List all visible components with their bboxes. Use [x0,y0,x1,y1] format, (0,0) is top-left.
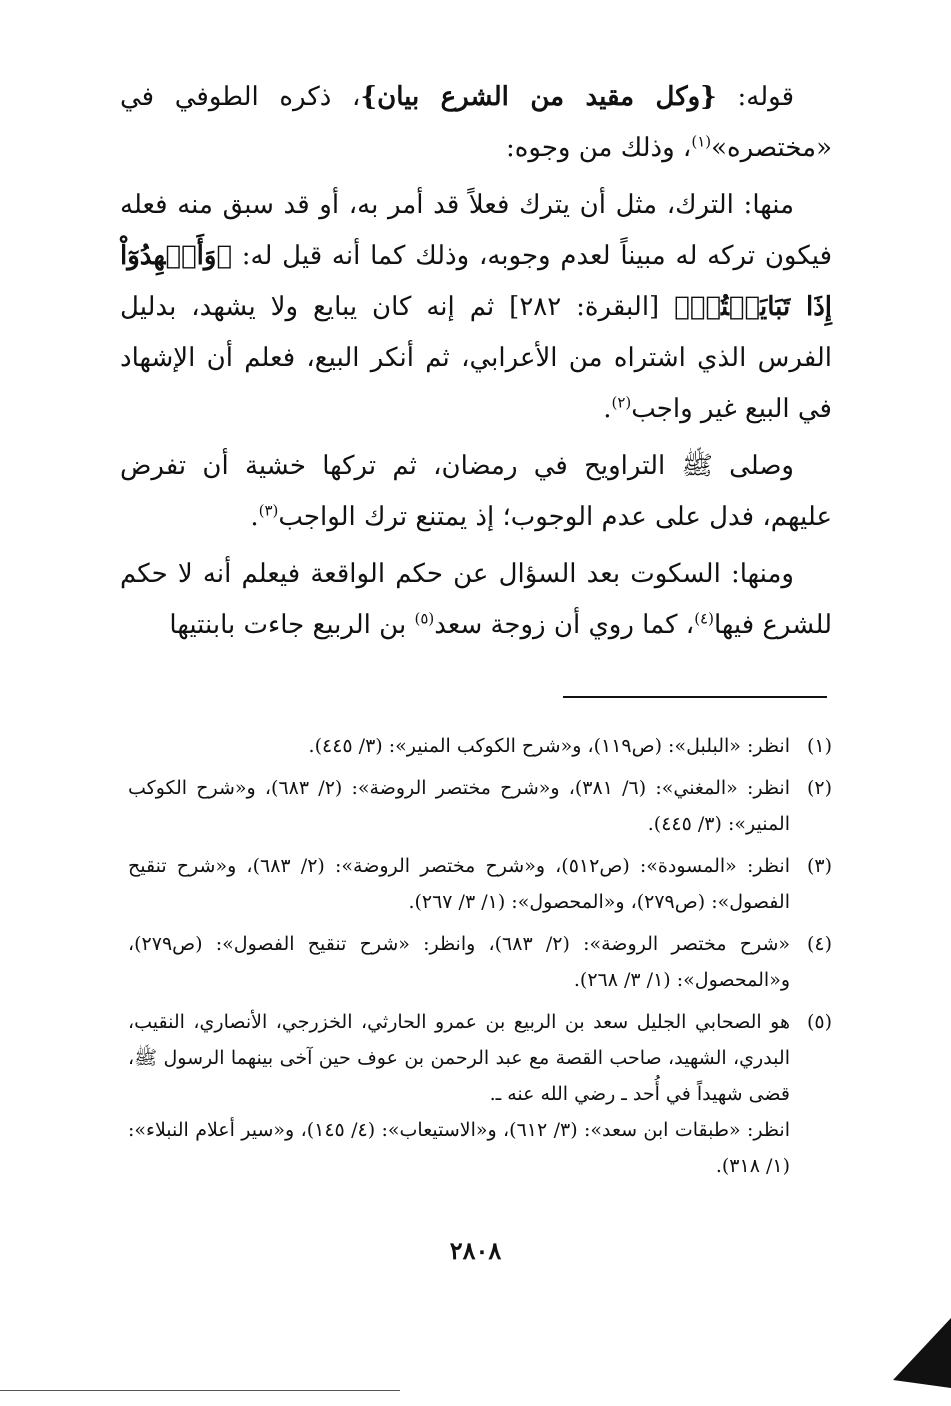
paragraph-1 [120,72,832,174]
footnote-ref-5: (٥) [414,609,435,628]
footnote-ref-2: (٢) [611,393,632,412]
paragraph-3-end: . [250,502,259,532]
footnote-4 [128,926,832,998]
paragraph-1-intro: قوله: [716,82,795,112]
footnote-body [128,770,790,842]
footnote-number: (٥) [806,1011,832,1033]
footnote-number: (٢) [806,777,832,799]
footnotes-section [128,728,832,1190]
footnote-text: انظر: «المسودة»: (ص٥١٢)، و«شرح مختصر الروضة»: (٢/ ٦٨٣)، و«شرح تنقيح الفصول»: (ص٢٧٩)، و«المحصول»: (١/ ٣/ ٢٦٧). [128,855,790,913]
footnote-body [128,1004,790,1184]
footnote-number: (٤) [806,933,832,955]
footnote-ref-4: (٤) [694,609,714,628]
footnote-1 [128,728,832,764]
paragraph-4 [120,549,832,651]
page-number: ٢٨٠٨ [449,1236,502,1265]
paragraph-2 [120,180,832,435]
paragraph-1-text: ، ذكره الطوفي في «مختصره» [120,82,832,163]
footnote-body [128,848,790,920]
footnote-2 [128,770,832,842]
footnote-text: «شرح مختصر الروضة»: (٢/ ٦٨٣)، وانظر: «شرح تنقيح الفصول»: (ص٢٧٩)، و«المحصول»: (١/ ٣/ ٢٦٨). [128,933,790,991]
paragraph-4-cont: ، كما روي أن زوجة سعد [434,610,695,640]
footnote-text: هو الصحابي الجليل سعد بن الربيع بن عمرو الحارثي، الخزرجي، الأنصاري، النقيب، البدري، الشهيد، صاحب القصة مع عبد الرحمن بن عوف حين آخى بينهما الرسول ﷺ، قضى شهيداً في أُحد ـ رضي الله عنه ـ. [128,1011,790,1105]
footnote-number: (١) [806,735,832,757]
footnote-text: انظر: «البلبل»: (ص١١٩)، و«شرح الكوكب المنير»: (٣/ ٤٤٥). [308,735,790,757]
quoted-matn: {وكل مقيد من الشرع بيان} [360,82,717,112]
footnote-5 [128,1004,832,1184]
footnote-ref-1: (١) [691,132,712,151]
paragraph-2-text: منها: الترك، مثل أن يترك فعلاً قد أمر به، أو قد سبق منه فعله فيكون تركه له مبيناً لعدم وجوبه، وذلك كما أنه قيل له: [120,190,832,271]
page-corner-mark-icon [893,1318,951,1388]
paragraph-2-end: . [603,394,612,424]
footnote-text: انظر: «المغني»: (٦/ ٣٨١)، و«شرح مختصر الروضة»: (٢/ ٦٨٣)، و«شرح الكوكب المنير»: (٣/ ٤٤٥). [128,777,790,835]
paragraph-4-text: ومنها: السكوت بعد السؤال عن حكم الواقعة فيعلم أنه لا حكم للشرع فيها [120,559,832,640]
quran-verse: ﴿وَأَشۡهِدُوٓاْ إِذَا تَبَايَعۡتُمۡ﴾ [120,241,832,322]
footnote-ref-3: (٣) [258,501,279,520]
footnote-separator [563,696,827,698]
paragraph-3-text: وصلى ﷺ التراويح في رمضان، ثم تركها خشية أن تفرض عليهم، فدل على عدم الوجوب؛ إذ يمتنع ترك الواجب [120,451,832,532]
footnote-body [128,926,790,998]
paragraph-1-end: ، وذلك من وجوه: [506,133,692,163]
paragraph-3 [120,441,832,543]
footnote-3 [128,848,832,920]
footnote-text-sources: انظر: «طبقات ابن سعد»: (٣/ ٦١٢)، و«الاستيعاب»: (٤/ ١٤٥)، و«سير أعلام النبلاء»: (١/ ٣١٨). [128,1119,790,1177]
paragraph-4-end: بن الربيع جاءت بابنتيها [169,610,415,640]
footnote-body [128,728,790,764]
main-text-body [120,72,832,657]
scan-edge-line [0,1390,400,1391]
paragraph-2-cont: [البقرة: ٢٨٢] ثم إنه كان يبايع ولا يشهد، بدليل الفرس الذي اشتراه من الأعرابي، ثم أنكر البيع، فعلم أن الإشهاد في البيع غير واجب [120,292,832,424]
footnote-number: (٣) [806,855,832,877]
